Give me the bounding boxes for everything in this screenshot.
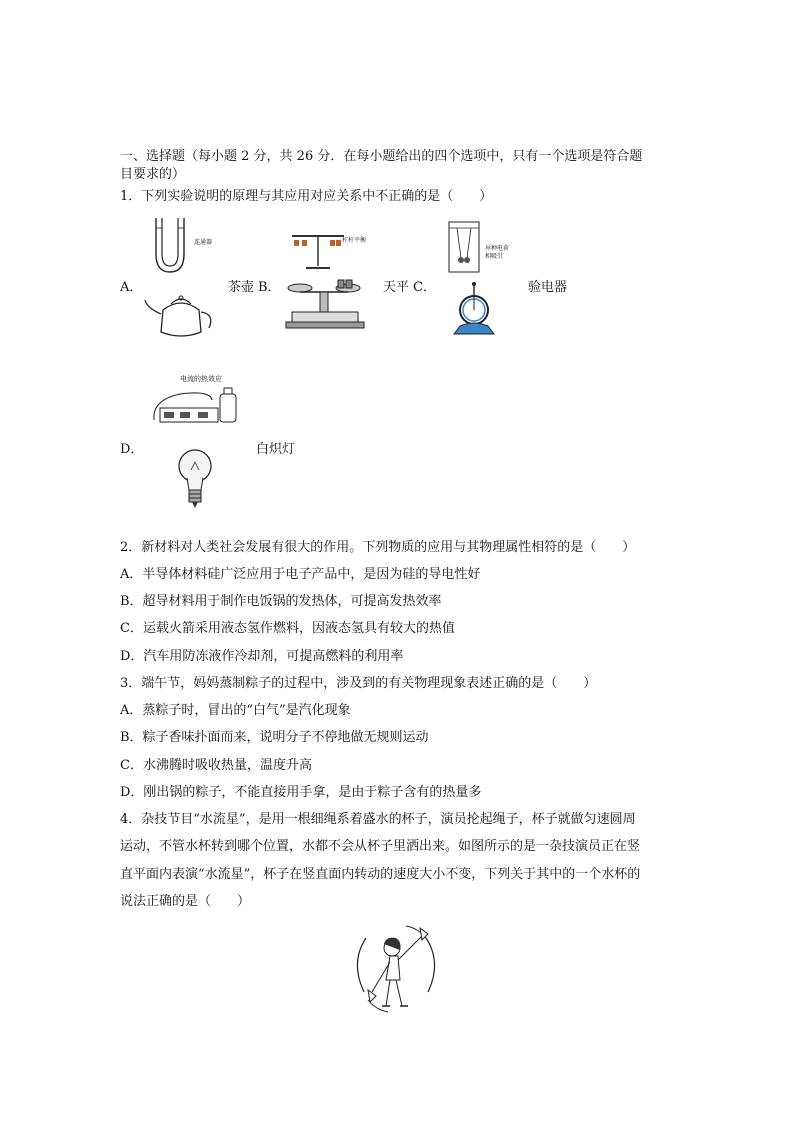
- q4-line4: 说法正确的是（ ）: [120, 894, 251, 909]
- q1-option-a-app: 茶壶: [228, 280, 255, 295]
- q2-stem: 2．新材料对人类社会发展有很大的作用。下列物质的应用与其物理属性相符的是（ ）: [120, 540, 636, 555]
- light-bulb-image: [175, 448, 215, 510]
- fig-b-label: 杠杆平衡: [342, 237, 367, 244]
- water-meteor-figure: [346, 918, 446, 1018]
- section-heading-line1: 一、选择题（每小题 2 分，共 26 分．在每小题给出的四个选项中，只有一个选项是符合题: [120, 149, 643, 164]
- connected-vessel-figure: [150, 216, 220, 276]
- q4-line1: 4．杂技节目“水流星”，是用一根细绳系着盛水的杯子，演员抡起绳子，杯子就做匀速圆周: [120, 812, 636, 827]
- q2-option-a: A．半导体材料硅广泛应用于电子产品中，是因为硅的导电性好: [120, 567, 481, 582]
- q3-option-a: A．蒸粽子时，冒出的“白气”是汽化现象: [120, 703, 351, 718]
- q1-option-b-app: 天平: [383, 280, 410, 295]
- q2-option-d: D．汽车用防冻液作冷却剂，可提高燃料的利用率: [120, 649, 404, 664]
- q1-option-a-letter: A．: [120, 280, 143, 295]
- q1-option-b-letter: B．: [258, 280, 281, 295]
- electroscope-image: [446, 282, 504, 338]
- fig-c-label-1: 异种电荷: [485, 245, 510, 252]
- q1-option-d-app: 白炽灯: [256, 442, 296, 457]
- section-heading-line2: 目要求的）: [120, 167, 186, 182]
- fig-a-label: 连通器: [194, 239, 213, 246]
- fig-d-label: 电流的热效应: [180, 375, 222, 383]
- q3-option-b: B．粽子香味扑面而来，说明分子不停地做无规则运动: [120, 730, 429, 745]
- q1-option-c-letter: C．: [413, 280, 436, 295]
- q1-stem: 1．下列实验说明的原理与其应用对应关系中不正确的是（ ）: [120, 189, 493, 204]
- charges-attract-figure: [447, 220, 537, 276]
- q3-stem: 3．端午节，妈妈蒸制粽子的过程中，涉及到的有关物理现象表述正确的是（ ）: [120, 676, 597, 691]
- q4-line2: 运动，不管水杯转到哪个位置，水都不会从杯子里洒出来。如图所示的是一杂技演员正在竖: [120, 839, 641, 854]
- fig-c-label-2: 相吸引: [485, 253, 504, 260]
- heating-effect-figure: [150, 370, 240, 430]
- q3-option-d: D．刚出锅的粽子，不能直接用手拿，是由于粽子含有的热量多: [120, 785, 482, 800]
- q2-option-c: C．运载火箭采用液态氢作燃料，因液态氢具有较大的热值: [120, 621, 455, 636]
- q1-option-d-letter: D．: [120, 442, 144, 457]
- teapot-image: [141, 292, 223, 342]
- lever-balance-figure: [286, 226, 367, 272]
- q4-line3: 直平面内表演“水流星”，杯子在竖直面内转动的速度大小不变，下列关于其中的一个水杯的: [120, 867, 641, 882]
- balance-scale-image: [282, 278, 374, 332]
- q1-option-c-app: 验电器: [528, 280, 568, 295]
- q2-option-b: B．超导材料用于制作电饭锅的发热体，可提高发热效率: [120, 594, 442, 609]
- q3-option-c: C．水沸腾时吸收热量，温度升高: [120, 758, 312, 773]
